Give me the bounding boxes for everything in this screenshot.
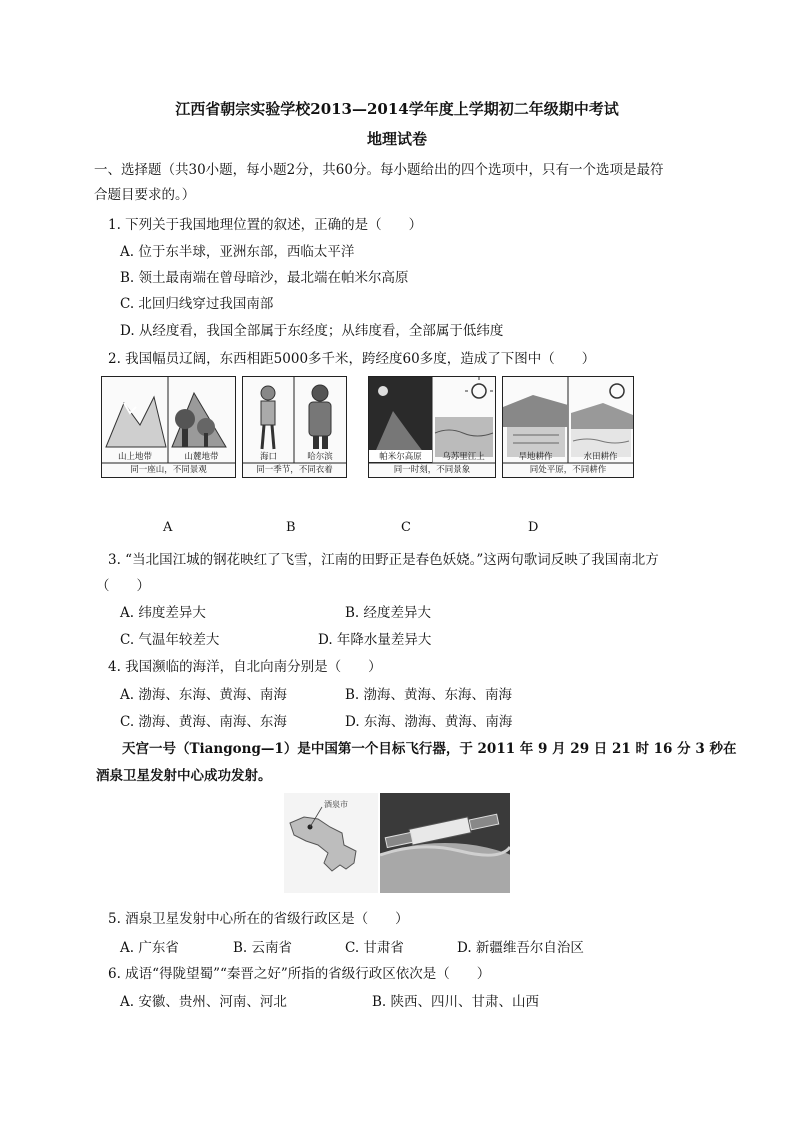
q1-option-b: B. 领土最南端在曾母暗沙，最北端在帕米尔高原 [120,270,409,286]
q2-figure [96,376,636,541]
people-clothing-illustration [243,377,346,477]
q3-stem-line2: （ ） [96,578,150,594]
q3-option-b: B. 经度差异大 [345,605,432,621]
panel-d-caption: 同处平原，不同耕作 [529,465,607,475]
q5-stem: 5. 酒泉卫星发射中心所在的省级行政区是（ ） [108,911,409,927]
q5-option-d: D. 新疆维吾尔自治区 [457,940,584,956]
passage-line2: 酒泉卫星发射中心成功发射。 [96,768,272,784]
figure-panel-a [101,376,236,478]
gansu-map-illustration [284,793,378,893]
q3-stem-line1: 3. “当北国江城的钢花映红了飞雪，江南的田野正是春色妖娆。”这两句歌词反映了我国南北方 [108,552,659,568]
panel-c-caption: 同一时刻，不同景象 [393,465,471,475]
panel-c-right-label: 乌苏里江上 [442,452,485,462]
panel-b-right-label: 哈尔滨 [307,452,333,462]
q6-stem: 6. 成语“得陇望蜀”“秦晋之好”所指的省级行政区依次是（ ） [108,966,491,982]
day-night-illustration [369,377,495,477]
panel-b-left-label: 海口 [259,452,277,462]
panel-a-caption: 同一座山，不同景观 [130,465,207,475]
mountain-scene-illustration [102,377,235,477]
exam-title: 江西省朝宗实验学校2013—2014学年度上学期初二年级期中考试 [175,100,619,118]
figure-letter-c: C [401,520,411,535]
tiangong-figure [284,793,510,893]
q6-option-a: A. 安徽、贵州、河南、河北 [120,994,287,1010]
q3-option-a: A. 纬度差异大 [120,605,206,621]
panel-c-left-label: 帕米尔高原 [369,450,432,462]
q1-option-d: D. 从经度看，我国全部属于东经度；从纬度看，全部属于低纬度 [120,323,504,339]
q5-option-a: A. 广东省 [120,940,179,956]
panel-b-caption: 同一季节，不同衣着 [256,465,333,475]
q4-option-b: B. 渤海、黄海、东海、南海 [345,687,513,703]
panel-d-left-label: 旱地耕作 [518,452,553,462]
q5-option-c: C. 甘肃省 [345,940,404,956]
figure-letter-d: D [528,520,539,535]
q3-option-c: C. 气温年较差大 [120,632,220,648]
q1-stem: 1. 下列关于我国地理位置的叙述，正确的是（ ） [108,217,423,233]
q2-stem: 2. 我国幅员辽阔，东西相距5000多千米，跨经度60多度，造成了下图中（ ） [108,351,596,367]
q4-stem: 4. 我国濒临的海洋，自北向南分别是（ ） [108,659,382,675]
panel-d-right-label: 水田耕作 [583,452,618,462]
q1-option-a: A. 位于东半球，亚洲东部，西临太平洋 [120,244,355,260]
spacecraft-photo-illustration [380,793,510,893]
section-instruction-line1: 一、选择题（共30小题，每小题2分，共60分。每小题给出的四个选项中，只有一个选项是最符 [94,162,664,178]
panel-a-left-label: 山上地带 [117,452,152,462]
map-city-label: 酒泉市 [324,800,348,809]
figure-letter-b: B [286,520,296,535]
q3-option-d: D. 年降水量差异大 [318,632,432,648]
q4-option-c: C. 渤海、黄海、南海、东海 [120,714,287,730]
figure-panel-b [242,376,347,478]
section-instruction-line2: 合题目要求的。） [94,187,196,203]
q4-option-d: D. 东海、渤海、黄海、南海 [345,714,513,730]
q5-option-b: B. 云南省 [233,940,293,956]
farming-illustration [503,377,633,477]
q6-option-b: B. 陕西、四川、甘肃、山西 [372,994,540,1010]
q4-option-a: A. 渤海、东海、黄海、南海 [120,687,287,703]
q1-option-c: C. 北回归线穿过我国南部 [120,296,274,312]
figure-panel-c [368,376,496,478]
figure-letter-a: A [163,520,173,535]
exam-subtitle: 地理试卷 [366,130,427,148]
figure-panel-d [502,376,634,478]
panel-a-right-label: 山麓地带 [184,452,219,462]
passage-line1: 天宫一号（Tiangong—1）是中国第一个目标飞行器，于 2011 年 9 月 29 日 21 时 16 分 3 秒在 [122,741,737,757]
